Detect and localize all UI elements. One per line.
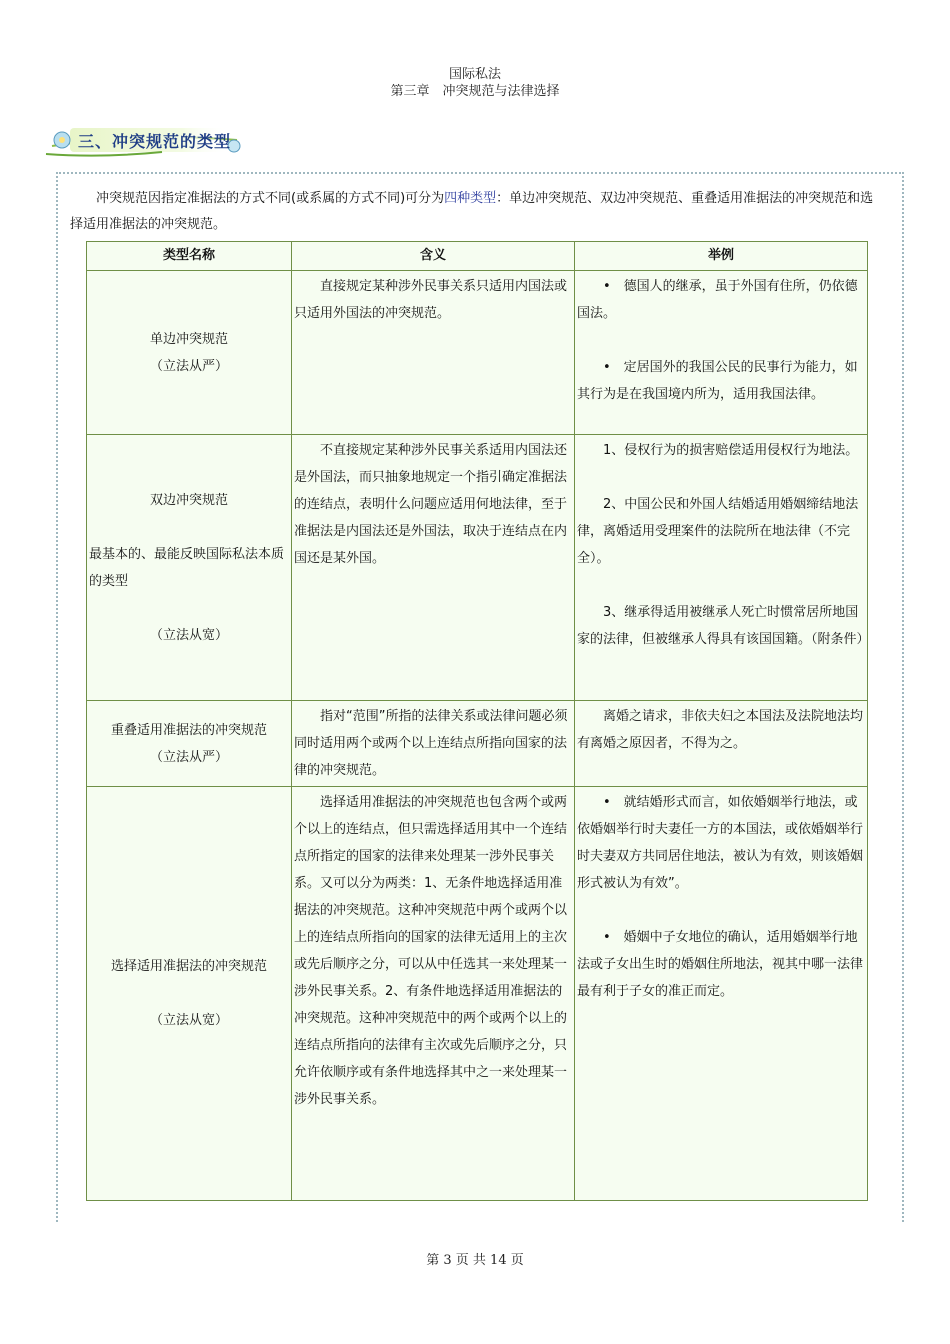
cell-meaning: 指对“范围”所指的法律关系或法律问题必须同时适用两个或两个以上连结点所指向国家的法律的冲突规范。 bbox=[292, 701, 575, 787]
page-header bbox=[0, 66, 950, 100]
cell-type-name: 选择适用准据法的冲突规范 （立法从宽） bbox=[87, 787, 292, 1201]
cell-example: 1、侵权行为的损害赔偿适用侵权行为地法。 2、中国公民和外国人结婚适用婚姻缔结地法律，离婚适用受理案件的法院所在地法律（不完全）。 3、继承得适用被继承人死亡时惯常居所地国家的法律，但被继承人得具有该国国籍。（附条件） bbox=[575, 435, 868, 701]
conflict-rules-table bbox=[86, 241, 868, 1201]
table-row bbox=[87, 271, 868, 435]
highlight-four-types: 四种类型 bbox=[444, 191, 497, 206]
page-number: 第 3 页 共 14 页 bbox=[426, 1253, 524, 1268]
cell-type-name: 单边冲突规范 （立法从严） bbox=[87, 271, 292, 435]
header-chapter-title: 第三章 冲突规范与法律选择 bbox=[390, 84, 560, 99]
table-row bbox=[87, 435, 868, 701]
cell-example: • 就结婚形式而言，如依婚姻举行地法，或依婚姻举行时夫妻任一方的本国法，或依婚姻举行时夫妻双方共同居住地法，被认为有效，则该婚姻形式被认为有效”。 • 婚姻中子女地位的确认，适用婚姻举行地法或子女出生时的婚姻住所地法，视其中哪一法律最有利于子女的准正而定。 bbox=[575, 787, 868, 1201]
section-title: 三、冲突规范的类型 bbox=[78, 132, 232, 151]
cell-type-name: 双边冲突规范 最基本的、最能反映国际私法本质的类型 （立法从宽） bbox=[87, 435, 292, 701]
cell-meaning: 选择适用准据法的冲突规范也包含两个或两个以上的连结点，但只需选择适用其中一个连结点所指定的国家的法律来处理某一涉外民事关系。又可以分为两类：1、无条件地选择适用准据法的冲突规范。这种冲突规范中两个或两个以上的连结点所指向的国家的法律无适用上的主次或先后顺序之分，可以从中任选其一来处理某一涉外民事关系。2、有条件地选择适用准据法的冲突规范。这种冲突规范中的两个或两个以上的连结点所指向的法律有主次或先后顺序之分，只允许依顺序或有条件地选择其中之一来处理某一涉外民事关系。 bbox=[292, 787, 575, 1201]
header-meaning: 含义 bbox=[292, 242, 575, 271]
cell-example: 离婚之请求，非依夫妇之本国法及法院地法均有离婚之原因者，不得为之。 bbox=[575, 701, 868, 787]
intro-paragraph: 冲突规范因指定准据法的方式不同(或系属的方式不同)可分为四种类型：单边冲突规范、双边冲突规范、重叠适用准据法的冲突规范和选择适用准据法的冲突规范。 bbox=[70, 191, 874, 232]
header-example: 举例 bbox=[575, 242, 868, 271]
section-banner bbox=[42, 124, 242, 160]
table-row bbox=[87, 701, 868, 787]
table-row bbox=[87, 787, 868, 1201]
cell-example: • 德国人的继承，虽于外国有住所，仍依德国法。 • 定居国外的我国公民的民事行为能力，如其行为是在我国境内所为，适用我国法律。 bbox=[575, 271, 868, 435]
header-book-title: 国际私法 bbox=[448, 67, 501, 82]
cell-type-name: 重叠适用准据法的冲突规范 （立法从严） bbox=[87, 701, 292, 787]
cell-meaning: 直接规定某种涉外民事关系只适用内国法或只适用外国法的冲突规范。 bbox=[292, 271, 575, 435]
cell-meaning: 不直接规定某种涉外民事关系适用内国法还是外国法，而只抽象地规定一个指引确定准据法的连结点，表明什么问题应适用何地法律，至于准据法是内国法还是外国法，取决于连结点在内国还是某外国。 bbox=[292, 435, 575, 701]
table-header-row bbox=[87, 242, 868, 271]
header-type-name: 类型名称 bbox=[87, 242, 292, 271]
